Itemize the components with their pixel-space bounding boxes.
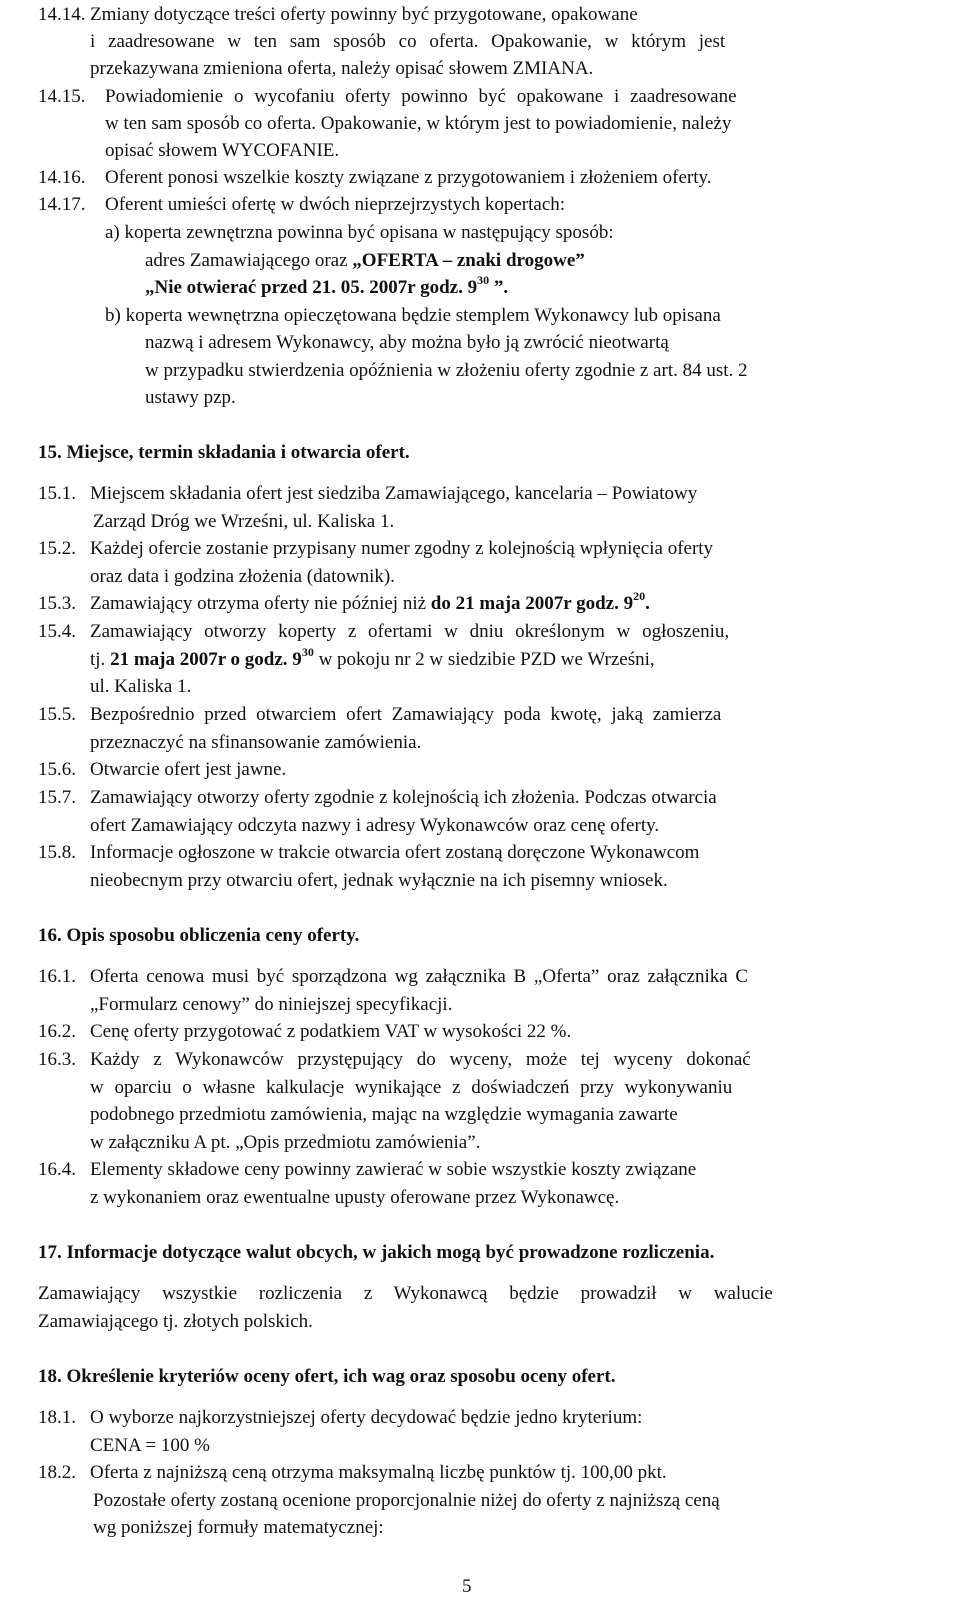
opening-location: w pokoju nr 2 w siedzibie PZD we Wrześni, [313, 649, 655, 670]
item-14-17-a-address [145, 249, 585, 273]
item-18-1-line1: O wyborze najkorzystniejszej oferty decydować będzie jedno kryterium: [90, 1407, 643, 1428]
item-14-15-number: 14.15. [38, 86, 86, 107]
item-15-6-number: 15.6. [38, 759, 76, 780]
item-18-2-line1: Oferta z najniższą ceną otrzyma maksymalną liczbę punktów tj. 100,00 pkt. [90, 1462, 667, 1483]
item-14-17-number: 14.17. [38, 194, 86, 215]
item-14-17-b4: ustawy pzp. [145, 387, 236, 408]
item-15-7-line1: Zamawiający otworzy oferty zgodnie z kolejnością ich złożenia. Podczas otwarcia [90, 787, 717, 808]
item-16-3-line3: podobnego przedmiotu zamówienia, mając na względzie wymagania zawarte [90, 1104, 678, 1125]
offer-label: „OFERTA – znaki drogowe” [352, 250, 585, 271]
item-14-17-line1: Oferent umieści ofertę w dwóch nieprzejrzystych kopertach: [105, 194, 566, 215]
item-14-14-line3: przekazywana zmieniona oferta, należy opisać słowem ZMIANA. [90, 58, 594, 79]
address-text: adres Zamawiającego oraz [145, 250, 353, 271]
item-18-2-number: 18.2. [38, 1462, 76, 1483]
section-17-line2: Zamawiającego tj. złotych polskich. [38, 1311, 313, 1332]
item-16-4-line1: Elementy składowe ceny powinny zawierać w sobie wszystkie koszty związane [90, 1159, 697, 1180]
item-15-8-line2: nieobecnym przy otwarciu ofert, jednak wyłącznie na ich pisemny wniosek. [90, 870, 668, 891]
item-16-1-line2: „Formularz cenowy” do niniejszej specyfikacji. [90, 994, 453, 1015]
item-15-2-line1: Każdej ofercie zostanie przypisany numer zgodny z kolejnością wpłynięcia oferty [90, 538, 714, 559]
item-15-4-number: 15.4. [38, 621, 76, 642]
item-14-16-number: 14.16. [38, 167, 86, 188]
item-14-17-b1: b) koperta wewnętrzna opieczętowana będzie stemplem Wykonawcy lub opisana [105, 305, 721, 326]
item-15-5-line2: przeznaczyć na sfinansowanie zamówienia. [90, 732, 422, 753]
item-16-4-number: 16.4. [38, 1159, 76, 1180]
item-18-1-number: 18.1. [38, 1407, 76, 1428]
item-18-2-line3: wg poniższej formuły matematycznej: [93, 1517, 384, 1538]
item-18-2-line2: Pozostałe oferty zostaną ocenione proporcjonalnie niżej do oferty z najniższą ceną [93, 1490, 720, 1511]
item-15-1-line2: Zarząd Dróg we Wrześni, ul. Kaliska 1. [93, 511, 395, 532]
item-15-6-line1: Otwarcie ofert jest jawne. [90, 759, 287, 780]
item-15-3-number: 15.3. [38, 593, 76, 614]
item-15-4-line1: Zamawiający otworzy koperty z ofertami w dniu określonym w ogłoszeniu, [90, 621, 730, 642]
opening-text: tj. [90, 649, 111, 670]
item-15-4-line2 [90, 644, 655, 672]
item-14-15-line3: opisać słowem WYCOFANIE. [105, 140, 340, 161]
item-14-14-line1: Zmiany dotyczące treści oferty powinny być przygotowane, opakowane [90, 4, 638, 25]
justified-text: i zaadresowane w ten sam sposób co oferta. Opakowanie, w którym jest [90, 31, 726, 52]
opening-superscript: 30 [301, 644, 314, 659]
item-15-1-number: 15.1. [38, 483, 76, 504]
item-16-3-line2: w oparciu o własne kalkulacje wynikające z doświadczeń przy wykonywaniu [90, 1077, 733, 1098]
item-15-8-line1: Informacje ogłoszone w trakcie otwarcia ofert zostaną doręczone Wykonawcom [90, 842, 700, 863]
deadline-superscript: 20 [633, 588, 646, 603]
item-16-3-line4: w załączniku A pt. „Opis przedmiotu zamówienia”. [90, 1132, 481, 1153]
item-15-8-number: 15.8. [38, 842, 76, 863]
section-18-heading: 18. Określenie kryteriów oceny ofert, ich wag oraz sposobu oceny ofert. [38, 1366, 616, 1387]
item-14-17-a-notice [145, 272, 509, 300]
section-17-line1: Zamawiający wszystkie rozliczenia z Wykonawcą będzie prowadził w walucie [38, 1283, 773, 1304]
item-14-15-line1: Powiadomienie o wycofaniu oferty powinno być opakowane i zaadresowane [105, 86, 737, 107]
item-16-4-line2: z wykonaniem oraz ewentualne upusty oferowane przez Wykonawcę. [90, 1187, 620, 1208]
item-15-3-line1 [90, 588, 650, 616]
item-16-2-line1: Cenę oferty przygotować z podatkiem VAT w wysokości 22 %. [90, 1021, 572, 1042]
deadline-end: . [645, 593, 650, 614]
item-16-3-line1: Każdy z Wykonawców przystępujący do wyceny, może tej wyceny dokonać [90, 1049, 751, 1070]
item-14-17-b3: w przypadku stwierdzenia opóźnienia w złożeniu oferty zgodnie z art. 84 ust. 2 [145, 360, 748, 381]
item-16-1-line1: Oferta cenowa musi być sporządzona wg załącznika B „Oferta” oraz załącznika C [90, 966, 749, 987]
item-15-7-number: 15.7. [38, 787, 76, 808]
item-15-2-number: 15.2. [38, 538, 76, 559]
item-15-7-line2: ofert Zamawiający odczyta nazwy i adresy Wykonawców oraz cenę oferty. [90, 815, 660, 836]
item-16-1-number: 16.1. [38, 966, 76, 987]
page-number: 5 [462, 1576, 472, 1597]
time-superscript: 30 [477, 272, 490, 287]
item-14-16-line1: Oferent ponosi wszelkie koszty związane z przygotowaniem i złożeniem oferty. [105, 167, 712, 188]
item-16-3-number: 16.3. [38, 1049, 76, 1070]
deadline-date: do 21 maja 2007r godz. 9 [430, 593, 634, 614]
section-16-heading: 16. Opis sposobu obliczenia ceny oferty. [38, 925, 360, 946]
item-15-1-line1: Miejscem składania ofert jest siedziba Zamawiającego, kancelaria – Powiatowy [90, 483, 698, 504]
section-15-heading: 15. Miejsce, termin składania i otwarcia ofert. [38, 442, 410, 463]
section-17-heading: 17. Informacje dotyczące walut obcych, w jakich mogą być prowadzone rozliczenia. [38, 1242, 715, 1263]
item-14-17-b2: nazwą i adresem Wykonawcy, aby można było ją zwrócić nieotwartą [145, 332, 669, 353]
item-14-14-line2 [90, 30, 938, 54]
item-15-5-number: 15.5. [38, 704, 76, 725]
item-14-17-a: a) koperta zewnętrzna powinna być opisana w następujący sposób: [105, 222, 614, 243]
deadline-text: Zamawiający otrzyma oferty nie później niż [90, 593, 431, 614]
item-15-4-line3: ul. Kaliska 1. [90, 676, 192, 697]
item-15-2-line2: oraz data i godzina złożenia (datownik). [90, 566, 395, 587]
item-16-2-number: 16.2. [38, 1021, 76, 1042]
opening-date: 21 maja 2007r o godz. 9 [110, 649, 302, 670]
notice-end: ”. [489, 277, 509, 298]
item-15-5-line1: Bezpośrednio przed otwarciem ofert Zamawiający poda kwotę, jaką zamierza [90, 704, 722, 725]
item-18-1-line2: CENA = 100 % [90, 1435, 210, 1456]
item-14-14-number: 14.14. [38, 4, 86, 25]
item-14-15-line2: w ten sam sposób co oferta. Opakowanie, w którym jest to powiadomienie, należy [105, 113, 732, 134]
do-not-open-label: „Nie otwierać przed 21. 05. 2007r godz. 9 [145, 277, 478, 298]
